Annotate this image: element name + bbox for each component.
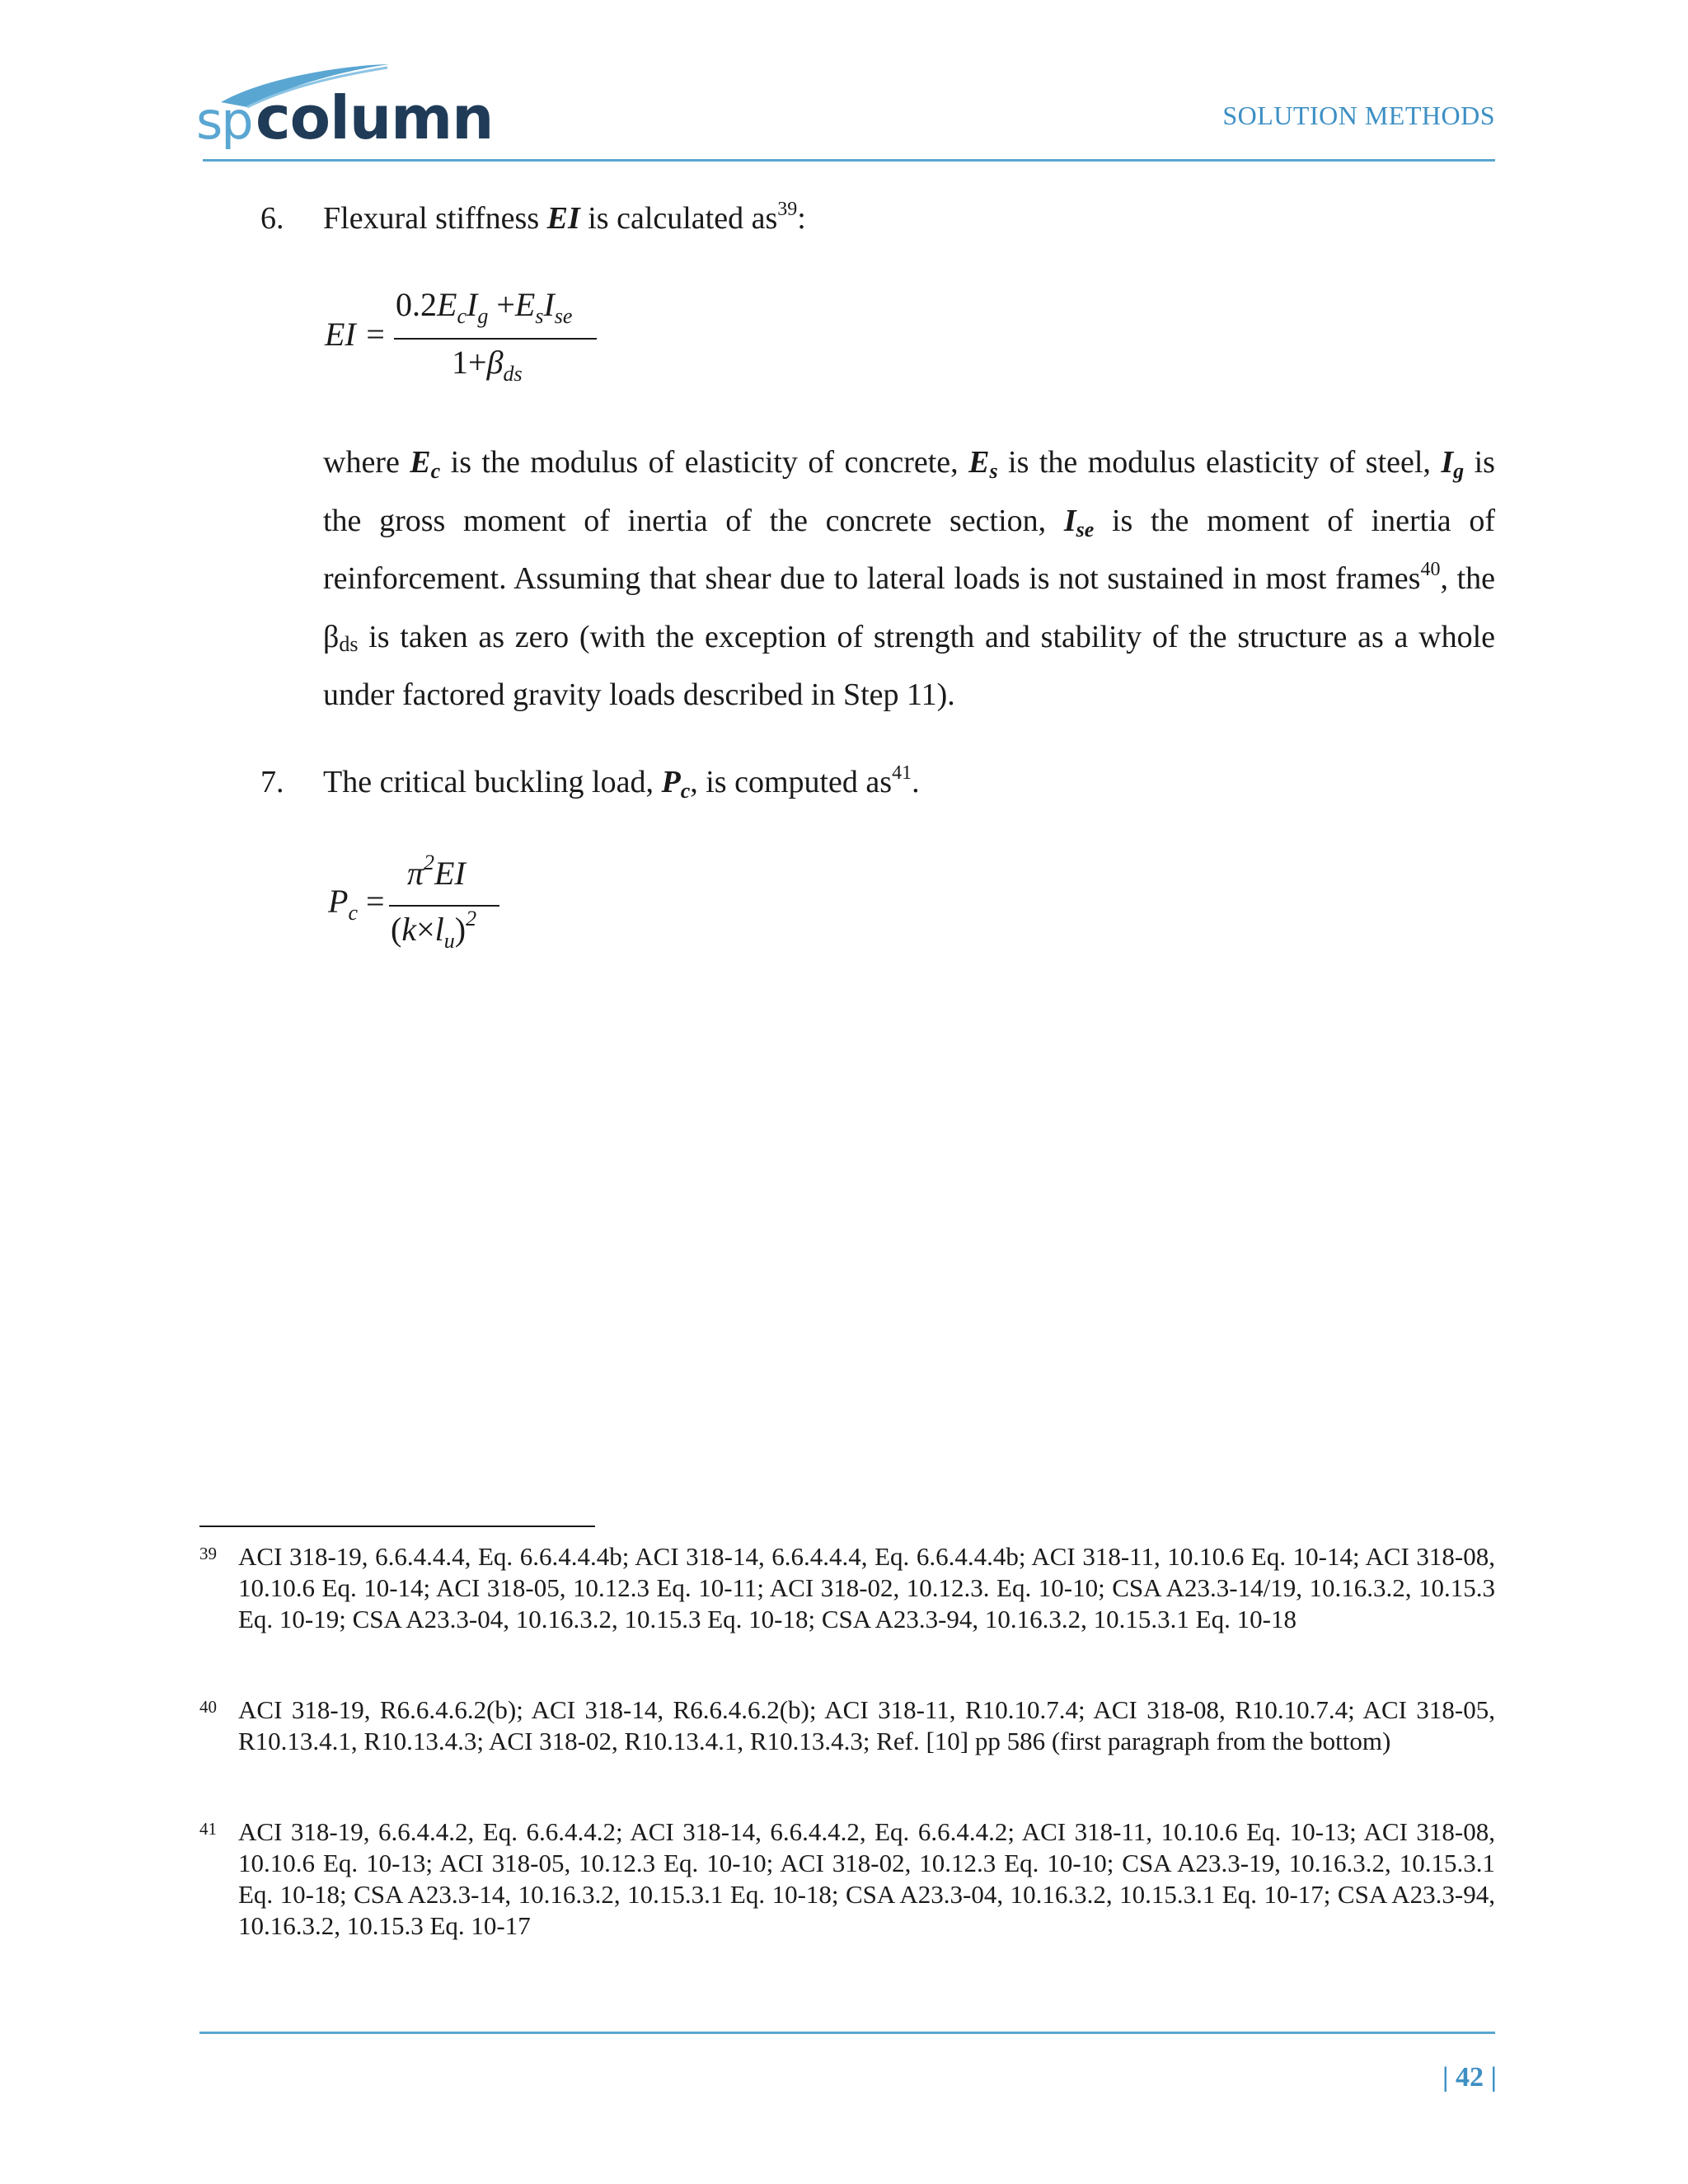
subscript: s (989, 459, 998, 483)
footnote-number: 40 (199, 1697, 217, 1717)
eq-sub: se (554, 304, 573, 328)
text: , the β (323, 561, 1495, 654)
svg-text:sp: sp (196, 91, 252, 150)
text: : (797, 201, 806, 236)
text: The critical buckling load, (323, 765, 662, 799)
eq-op: = (365, 883, 385, 920)
eq-term: β (486, 344, 504, 381)
footnote-text: ACI 318-19, 6.6.4.4.4, Eq. 6.6.4.4.4b; ACI 318-14, 6.6.4.4.4, Eq. 6.6.4.4.4b; ACI 318-11, 10.10.6 Eq. 10-14; ACI 318-08, 10.10.6 Eq. 10-14; ACI 318-05, 10.12.3 Eq. 10-11; ACI 318-02, 10.12.3. Eq. 10-10; CSA A23.3-14/19, 10.16.3.2, 10.15.3 Eq. 10-19; CSA A23.3-04, 10.16.3.2, 10.15.3 Eq. 10-18; CSA A23.3-94, 10.16.3.2, 10.15.3.1 Eq. 10-18 (238, 1542, 1495, 1633)
footnote-39 (199, 1541, 1495, 1635)
subscript: c (430, 459, 441, 483)
text: is taken as zero (with the exception of strength and stability of the structure as a whole under factored gravity loads described in Step 11). (323, 619, 1495, 712)
text: is the modulus of elasticity of concrete, (440, 445, 969, 480)
text: is calculated as (579, 201, 778, 236)
text: where (323, 445, 410, 480)
eq-sub: g (477, 304, 489, 328)
text: is the modulus elasticity of steel, (997, 445, 1442, 480)
svg-text:column: column (256, 83, 494, 150)
eq-term: E (514, 286, 536, 323)
eq-sub: u (443, 929, 455, 953)
equation-ei-numerator (396, 285, 573, 328)
symbol-pc (661, 765, 691, 803)
text: . (912, 765, 920, 799)
eq-term: 1+ (452, 344, 487, 381)
footnote-ref[interactable]: 39 (777, 199, 798, 220)
fraction-bar (389, 905, 499, 907)
fraction-bar (394, 338, 597, 340)
eq-term: P (328, 883, 349, 920)
eq-term: 0.2 (396, 286, 437, 323)
symbol-ig (1441, 445, 1465, 483)
step-number: 6. (260, 201, 284, 236)
spcolumn-logo (196, 59, 501, 150)
text: Flexural stiffness (323, 201, 547, 236)
eq-sup: 2 (424, 851, 435, 874)
eq-sub: c (457, 304, 467, 328)
text: is the moment of inertia of reinforcement. Assuming that shear due to lateral loads is not sustained in most frames (323, 503, 1495, 596)
eq-term: π (407, 855, 424, 892)
subscript: ds (339, 631, 359, 656)
section-title: SOLUTION METHODS (1222, 101, 1495, 130)
footnote-text: ACI 318-19, R6.6.4.6.2(b); ACI 318-14, R6.6.4.6.2(b); ACI 318-11, R10.10.7.4; ACI 318-08, R10.10.7.4; ACI 318-05, R10.13.4.1, R10.13.4.3; ACI 318-02, R10.13.4.1, R10.13.4.3; Ref. [10] pp 586 (first paragraph from the bottom) (238, 1695, 1495, 1755)
eq-op: + (496, 286, 515, 323)
eq-lhs: EI = (325, 316, 387, 353)
equation-pc-denominator (391, 907, 477, 953)
step-text (323, 762, 920, 803)
text: , is computed as (690, 765, 893, 799)
eq-term: l (434, 911, 444, 948)
text: I (1063, 503, 1076, 538)
eq-op: × (416, 911, 435, 948)
footnote-ref[interactable]: 40 (1420, 559, 1441, 580)
footnote-ref[interactable]: 41 (892, 762, 912, 784)
symbol-ise (1063, 503, 1095, 541)
step-number: 7. (260, 765, 284, 799)
eq-sup: 2 (466, 907, 477, 930)
eq-term: I (466, 286, 478, 323)
text: P (661, 765, 681, 799)
page-number: | 42 | (1442, 2062, 1497, 2093)
header-divider (203, 159, 1495, 162)
footnote-number: 41 (199, 1819, 217, 1839)
eq-sub: c (348, 901, 358, 925)
footnote-41 (199, 1816, 1495, 1942)
eq-sub: ds (503, 362, 523, 386)
footnote-40 (199, 1694, 1495, 1757)
step-text (323, 198, 806, 239)
subscript: se (1076, 517, 1095, 541)
eq-term: I (543, 286, 555, 323)
eq-term: E (437, 286, 457, 323)
bold-term: EI (546, 201, 580, 236)
equation-ei-denominator (452, 343, 523, 386)
footnote-separator (199, 1526, 595, 1527)
text: is the gross moment of inertia of the concrete section, (323, 445, 1495, 538)
footnote-text: ACI 318-19, 6.6.4.4.2, Eq. 6.6.4.4.2; ACI 318-14, 6.6.4.4.2, Eq. 6.6.4.4.2; ACI 318-11, 10.10.6 Eq. 10-13; ACI 318-08, 10.10.6 Eq. 10-13; ACI 318-05, 10.12.3 Eq. 10-10; ACI 318-02, 10.12.3 Eq. 10-10; CSA A23.3-19, 10.16.3.2, 10.15.3.1 Eq. 10-18; CSA A23.3-14, 10.16.3.2, 10.15.3.1 Eq. 10-18; CSA A23.3-04, 10.16.3.2, 10.15.3.1 Eq. 10-17; CSA A23.3-94, 10.16.3.2, 10.15.3 Eq. 10-17 (238, 1817, 1495, 1940)
subscript: g (1453, 459, 1465, 483)
equation-ei (325, 315, 387, 354)
text: E (410, 445, 431, 480)
eq-term: EI (434, 855, 466, 892)
symbol-es (968, 445, 998, 483)
eq-term: k (401, 911, 417, 948)
eq-sub: s (535, 304, 544, 328)
symbol-ec (410, 445, 441, 483)
ei-explanation-paragraph (323, 434, 1495, 724)
eq-paren: ) (454, 911, 467, 948)
footer-divider (199, 2032, 1495, 2034)
equation-pc-numerator (407, 851, 466, 893)
footnote-number: 39 (199, 1544, 217, 1563)
subscript: c (680, 779, 691, 803)
text: I (1441, 445, 1454, 480)
logo-graphic (196, 59, 501, 150)
equation-pc-lhs (328, 882, 385, 925)
eq-paren: ( (391, 911, 402, 948)
text: E (968, 445, 990, 480)
